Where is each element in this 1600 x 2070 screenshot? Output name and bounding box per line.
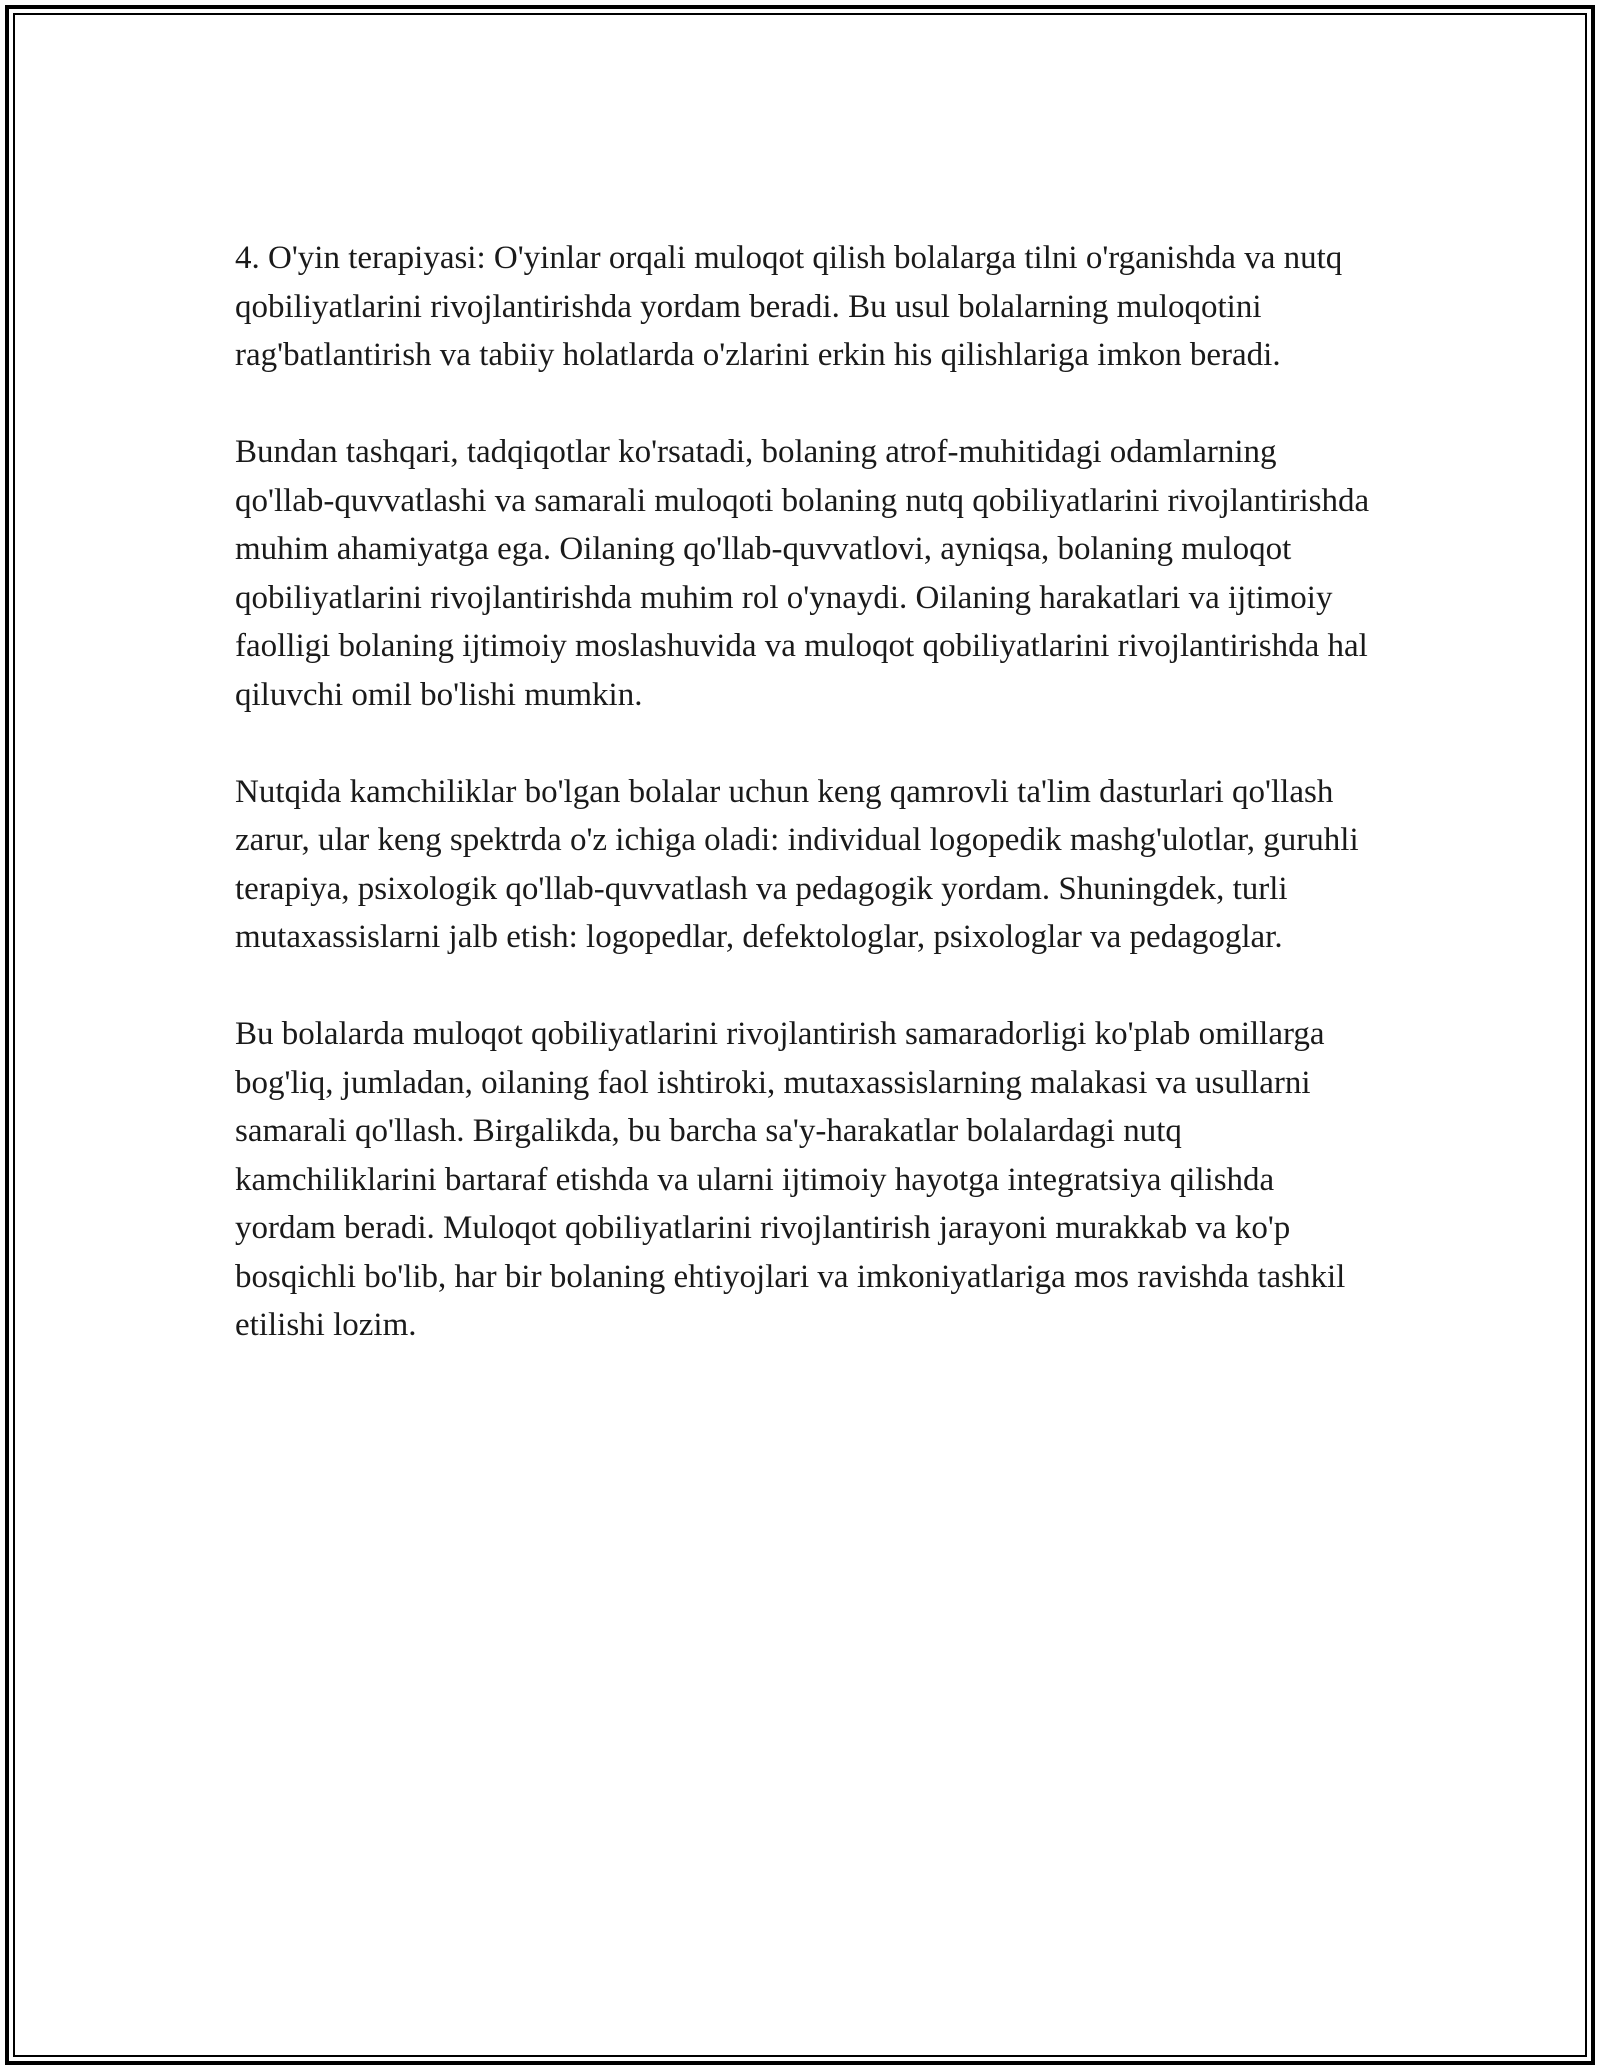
paragraph-education-programs: Nutqida kamchiliklar bo'lgan bolalar uchun keng qamrovli ta'lim dasturlari qo'llash zarur, ular keng spektrda o'z ichiga oladi: individual logopedik mashg'ulotlar, guruhli terapiya, psixologik qo'llab-quvvatlash va pedagogik yordam. Shuningdek, turli mutaxassislarni jalb etish: logopedlar, defektologlar, psixologlar va pedagoglar. — [235, 773, 1359, 955]
paragraph-family-support: Bundan tashqari, tadqiqotlar ko'rsatadi, bolaning atrof-muhitidagi odamlarning qo'llab-quvvatlashi va samarali muloqoti bolaning nutq qobiliyatlarini rivojlantirishda muhim ahamiyatga ega. Oilaning qo'llab-quvvatlovi, ayniqsa, bolaning muloqot qobiliyatlarini rivojlantirishda muhim rol o'ynaydi. Oilaning harakatlari va ijtimoiy faolligi bolaning ijtimoiy moslashuvida va muloqot qobiliyatlarini rivojlantirishda hal qiluvchi omil bo'lishi mumkin. — [235, 434, 1370, 713]
document-body — [235, 234, 1375, 1350]
paragraph-effectiveness: Bu bolalarda muloqot qobiliyatlarini rivojlantirish samaradorligi ko'plab omillarga bog'liq, jumladan, oilaning faol ishtiroki, mutaxassislarning malakasi va usullarni samarali qo'llash. Birgalikda, bu barcha sa'y-harakatlar bolalardagi nutq kamchiliklarini bartaraf etishda va ularni ijtimoiy hayotga integratsiya qilishda yordam beradi. Muloqot qobiliyatlarini rivojlantirish jarayoni murakkab va ko'p bosqichli bo'lib, har bir bolaning ehtiyojlari va imkoniyatlariga mos ravishda tashkil etilishi lozim. — [235, 1016, 1346, 1343]
paragraph-play-therapy: 4. O'yin terapiyasi: O'yinlar orqali muloqot qilish bolalarga tilni o'rganishda va nutq qobiliyatlarini rivojlantirishda yordam beradi. Bu usul bolalarning muloqotini rag'batlantirish va tabiiy holatlarda o'zlarini erkin his qilishlariga imkon beradi. — [235, 240, 1343, 373]
